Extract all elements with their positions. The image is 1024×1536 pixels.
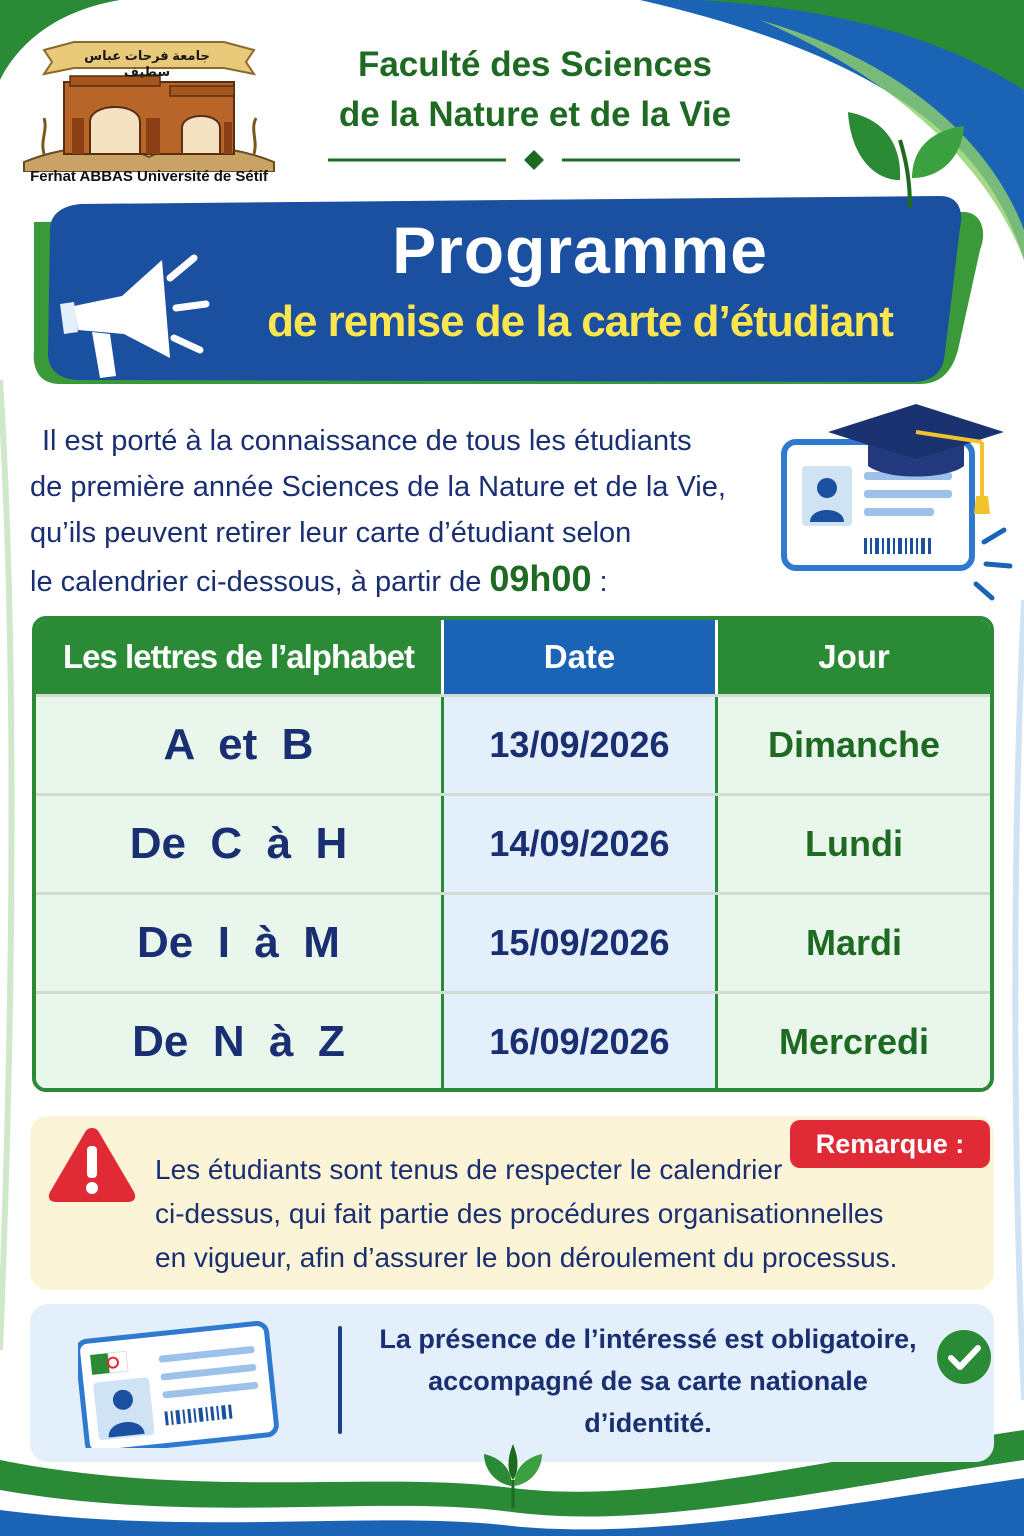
cell-day: Mercredi: [718, 994, 990, 1090]
remark-line-3: en vigueur, afin d’assurer le bon déroulement du processus.: [155, 1242, 898, 1273]
intro-line-3: qu’ils peuvent retirer leur carte d’étudiant selon: [30, 517, 632, 549]
intro-line-1: Il est porté à la connaissance de tous les étudiants: [42, 425, 692, 457]
student-card-icon: [776, 392, 1016, 604]
megaphone-icon: [52, 238, 212, 388]
cell-day: Dimanche: [718, 697, 990, 793]
leaf-icon: [840, 100, 970, 210]
remark-line-1: Les étudiants sont tenus de respecter le calendrier: [155, 1154, 783, 1185]
cell-letters: De C à H: [36, 796, 441, 892]
header-letters: Les lettres de l’alphabet: [36, 620, 441, 694]
cell-day: Lundi: [718, 796, 990, 892]
note-line-3: d’identité.: [584, 1408, 712, 1438]
university-logo: [14, 22, 284, 194]
table-header: [36, 620, 990, 694]
check-icon: [935, 1328, 993, 1386]
table-row: [36, 694, 990, 793]
remark-text: [155, 1148, 975, 1280]
faculty-line-2: de la Nature et de la Vie: [338, 95, 732, 134]
cell-day: Mardi: [718, 895, 990, 991]
logo-arabic-text: جامعة فرحات عباس سطيف: [84, 48, 210, 79]
note-line-1: La présence de l’intéressé est obligatoire,: [379, 1324, 917, 1354]
page-title: Programme: [392, 213, 768, 287]
leaf-icon: [478, 1440, 548, 1510]
note-line-2: accompagné de sa carte nationale: [428, 1366, 868, 1396]
cell-date: 15/09/2026: [441, 895, 718, 991]
remark-line-2: ci-dessus, qui fait partie des procédures organisationnelles: [155, 1198, 884, 1229]
note-divider: [338, 1326, 342, 1434]
cell-letters: De N à Z: [36, 994, 441, 1090]
warning-icon: [46, 1124, 138, 1204]
header-divider: [328, 150, 740, 170]
page-subtitle: de remise de la carte d’étudiant: [267, 297, 893, 346]
cell-date: 13/09/2026: [441, 697, 718, 793]
intro-line-4-end: :: [591, 566, 608, 598]
logo-caption: Ferhat ABBAS Université de Sétif: [30, 168, 268, 185]
schedule-table: [32, 616, 994, 1092]
id-card-icon: [78, 1318, 288, 1448]
header-day: Jour: [718, 620, 990, 694]
note-text: [368, 1318, 928, 1444]
start-time: 09h00: [489, 558, 592, 599]
faculty-name: [300, 40, 770, 140]
faculty-line-1: Faculté des Sciences: [357, 45, 713, 84]
cell-date: 14/09/2026: [441, 796, 718, 892]
intro-line-4-text: le calendrier ci-dessous, à partir de: [30, 566, 490, 598]
header-date: Date: [441, 620, 718, 694]
intro-paragraph: [30, 418, 790, 605]
remark-badge: Remarque :: [790, 1120, 990, 1168]
cell-date: 16/09/2026: [441, 994, 718, 1090]
intro-line-4: [30, 556, 790, 605]
cell-letters: A et B: [36, 697, 441, 793]
cell-letters: De I à M: [36, 895, 441, 991]
table-row: [36, 991, 990, 1090]
table-row: [36, 793, 990, 892]
table-row: [36, 892, 990, 991]
intro-line-2: de première année Sciences de la Nature et de la Vie,: [30, 471, 726, 503]
